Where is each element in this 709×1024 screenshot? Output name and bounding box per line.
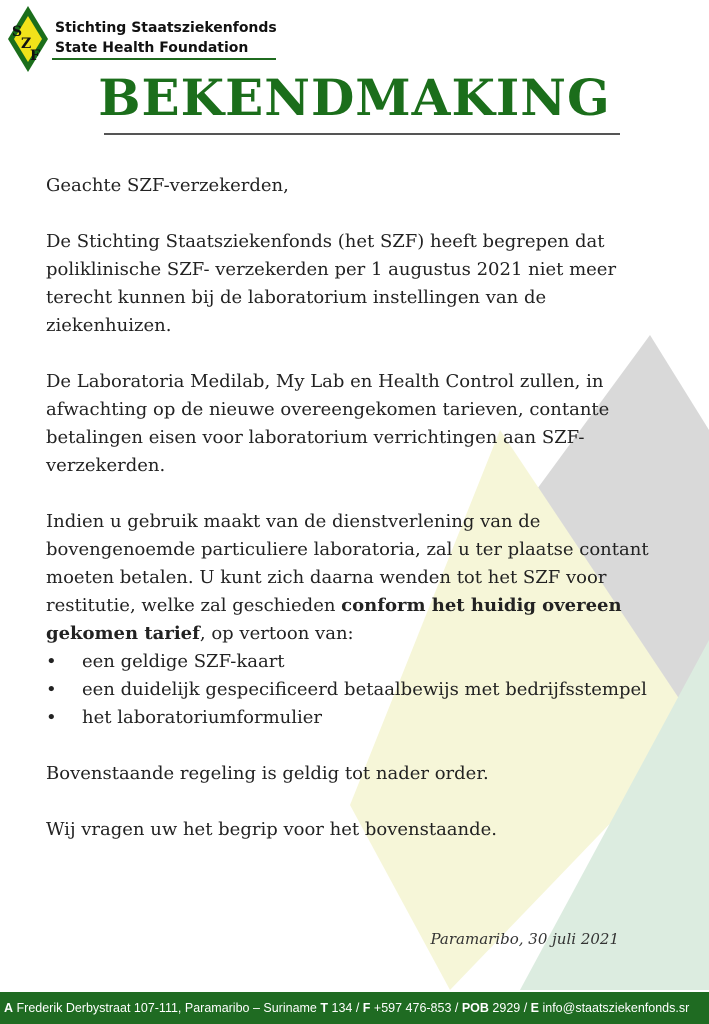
svg-text:S: S	[12, 24, 23, 40]
place-and-date: Paramaribo, 30 juli 2021	[430, 930, 619, 948]
fax-text: +597 476-853	[373, 1001, 452, 1015]
paragraph-4: Bovenstaande regeling is geldig tot nader order.	[46, 763, 489, 784]
list-item: • een geldige SZF-kaart	[46, 648, 666, 676]
phone-label: T	[320, 1001, 329, 1015]
fax-label: F	[362, 1001, 371, 1015]
pob-label: POB	[461, 1001, 489, 1015]
list-item: • het laboratoriumformulier	[46, 704, 666, 732]
paragraph-3-end: , op vertoon van:	[199, 623, 354, 644]
title-divider	[104, 133, 620, 135]
org-name-english: State Health Foundation	[55, 40, 249, 56]
contact-footer: A Frederik Derbystraat 107-111, Paramaribo – Suriname T 134 / F +597 476-853 / POB 2929 / E info@staatsziekenfonds.sr	[0, 992, 709, 1024]
email-label: E	[530, 1001, 539, 1015]
email-link[interactable]: info@staatsziekenfonds.sr	[542, 1001, 690, 1015]
paragraph-1: De Stichting Staatsziekenfonds (het SZF) heeft begrepen dat poliklinische SZF- verzekerden per 1 augustus 2021 niet meer terecht kunnen bij de laboratorium instellingen van de ziekenhuizen.	[46, 231, 617, 336]
svg-text:Z: Z	[21, 36, 32, 52]
paragraph-5: Wij vragen uw het begrip voor het bovenstaande.	[46, 819, 498, 840]
szf-logo-icon	[8, 6, 48, 72]
list-item: • een duidelijk gespecificeerd betaalbewijs met bedrijfsstempel	[46, 676, 666, 704]
phone-text: 134	[331, 1001, 353, 1015]
page-title: BEKENDMAKING	[98, 68, 611, 127]
salutation: Geachte SZF-verzekerden,	[46, 175, 289, 196]
announcement-body	[46, 172, 666, 844]
paragraph-3-emphasis: conform het huidig overeen gekomen tarief	[46, 595, 622, 644]
address-label: A	[4, 1001, 14, 1015]
org-underline	[52, 58, 276, 60]
org-name-dutch: Stichting Staatsziekenfonds	[55, 20, 277, 36]
paragraph-3-start: Indien u gebruik maakt van de dienstverlening van de bovengenoemde particuliere laboratoria, zal u ter plaatse contant moeten betalen. U kunt zich daarna wenden tot het SZF voor restitutie, welke zal geschieden	[46, 511, 649, 616]
requirements-list	[46, 648, 666, 732]
organization-name	[55, 18, 277, 58]
paragraph-2: De Laboratoria Medilab, My Lab en Health Control zullen, in afwachting op de nieuwe overeengekomen tarieven, contante betalingen eisen voor laboratorium verrichtingen aan SZF-verzekerden.	[46, 371, 610, 476]
pob-text: 2929	[492, 1001, 521, 1015]
paragraph-3	[46, 508, 666, 648]
address-text: Frederik Derbystraat 107-111, Paramaribo – Suriname	[16, 1001, 317, 1015]
svg-text:F: F	[30, 48, 40, 64]
